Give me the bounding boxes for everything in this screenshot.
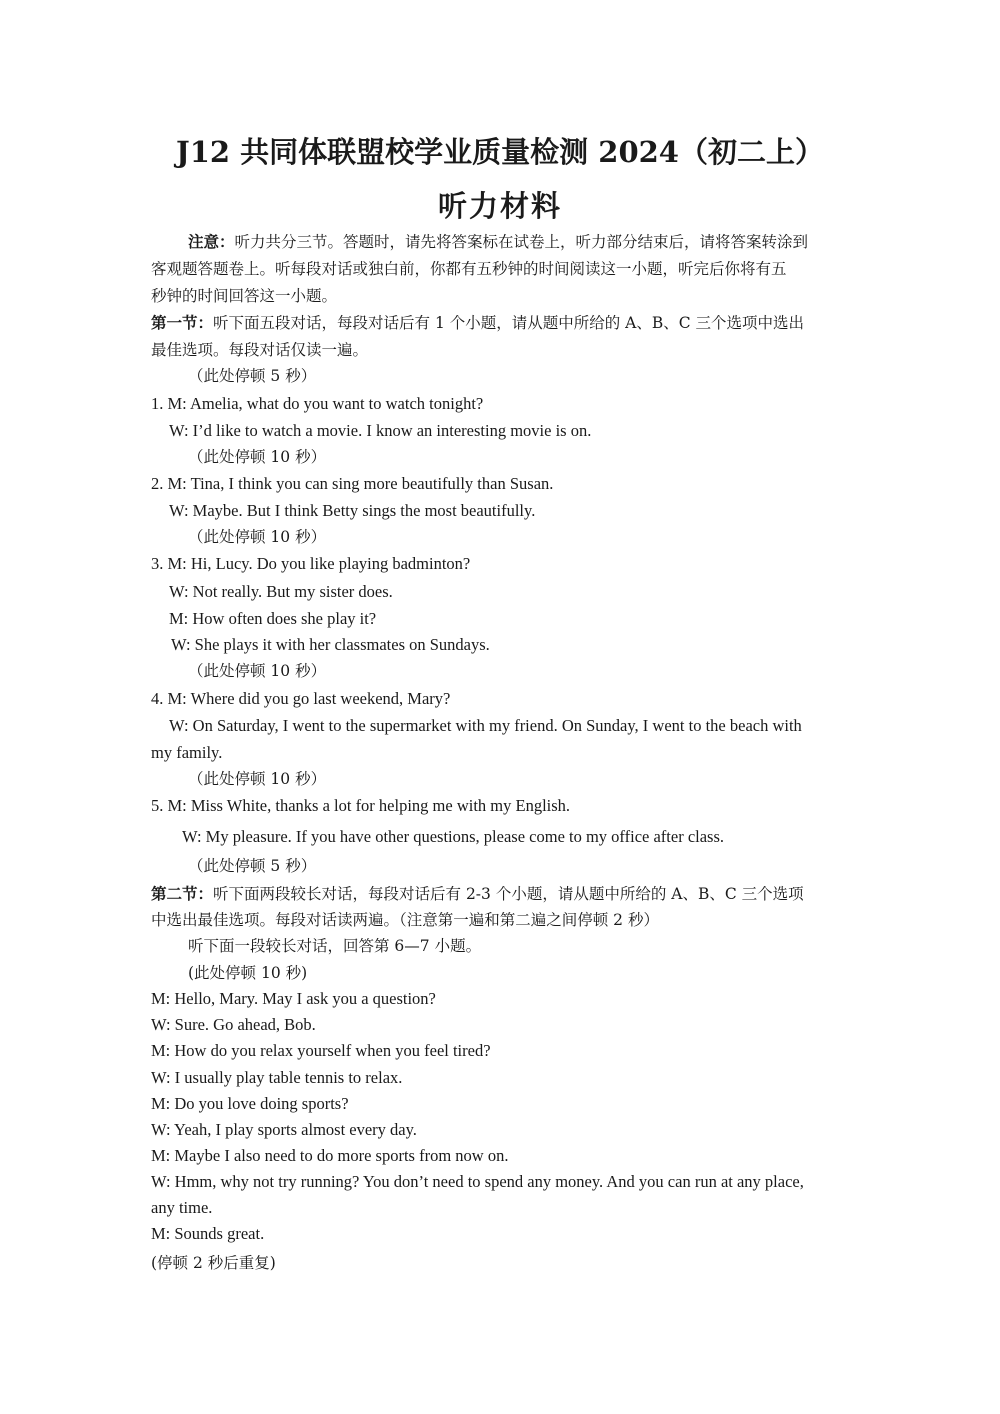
section2-text-1: 听下面两段较长对话，每段对话后有 2-3 个小题，请从题中所给的 A、B、C 三个选项 <box>213 885 804 903</box>
long-dialog-line-7: M: Maybe I also need to do more sports from now on. <box>151 1146 509 1165</box>
q1-woman-line: W: I’d like to watch a movie. I know an interesting movie is on. <box>169 421 592 440</box>
q2-pause: （此处停顿 10 秒） <box>188 528 327 546</box>
q4-man-line: 4. M: Where did you go last weekend, Mary? <box>151 689 451 708</box>
q1-man-line: 1. M: Amelia, what do you want to watch tonight? <box>151 394 484 413</box>
q1-pause: （此处停顿 10 秒） <box>188 448 327 466</box>
long-dialog-line-2: W: Sure. Go ahead, Bob. <box>151 1015 316 1034</box>
section1-label: 第一节： <box>151 313 214 332</box>
q4-pause: （此处停顿 10 秒） <box>188 770 327 788</box>
long-dialog-line-8: W: Hmm, why not try running? You don’t need to spend any money. And you can run at any place, <box>151 1172 804 1191</box>
long-dialog-line-4: W: I usually play table tennis to relax. <box>151 1068 403 1087</box>
section2-line-2: 中选出最佳选项。每段对话读两遍。（注意第一遍和第二遍之间停顿 2 秒） <box>151 911 659 929</box>
q3-pause: （此处停顿 10 秒） <box>188 662 327 680</box>
q3-woman-line-2: W: She plays it with her classmates on Sundays. <box>171 635 490 654</box>
notice-label: 注意： <box>188 232 235 251</box>
repeat-note: (停顿 2 秒后重复) <box>151 1254 276 1272</box>
section2-pause: (此处停顿 10 秒) <box>188 964 308 982</box>
q3-man-line-1: 3. M: Hi, Lucy. Do you like playing badminton? <box>151 554 471 573</box>
notice-line-1 <box>188 232 808 252</box>
q5-woman-line: W: My pleasure. If you have other questions, please come to my office after class. <box>182 827 725 846</box>
document-title: J12 共同体联盟校学业质量检测 2024（初二上） <box>176 135 824 169</box>
section1-line-1 <box>151 313 804 333</box>
section2-intro: 听下面一段较长对话，回答第 6—7 小题。 <box>188 937 482 955</box>
section1-text-1: 听下面五段对话，每段对话后有 1 个小题，请从题中所给的 A、B、C 三个选项中选出 <box>213 314 805 332</box>
q4-woman-line-1: W: On Saturday, I went to the supermarket with my friend. On Sunday, I went to the beach with <box>169 716 802 735</box>
notice-line-3: 秒钟的时间回答这一小题。 <box>151 287 338 305</box>
q2-man-line: 2. M: Tina, I think you can sing more beautifully than Susan. <box>151 474 554 493</box>
q4-woman-line-2: my family. <box>151 743 223 762</box>
long-dialog-line-10: M: Sounds great. <box>151 1224 265 1243</box>
q5-man-line: 5. M: Miss White, thanks a lot for helping me with my English. <box>151 796 571 815</box>
long-dialog-line-1: M: Hello, Mary. May I ask you a question? <box>151 989 436 1008</box>
section1-pause: （此处停顿 5 秒） <box>188 367 317 385</box>
section2-label: 第二节： <box>151 884 214 903</box>
section2-line-1 <box>151 884 804 904</box>
document-subtitle: 听力材料 <box>437 189 562 223</box>
notice-line-2: 客观题答题卷上。听每段对话或独白前，你都有五秒钟的时间阅读这一小题，听完后你将有五 <box>151 260 787 278</box>
q3-man-line-2: M: How often does she play it? <box>169 609 377 628</box>
section1-line-2: 最佳选项。每段对话仅读一遍。 <box>151 341 369 359</box>
long-dialog-line-6: W: Yeah, I play sports almost every day. <box>151 1120 417 1139</box>
long-dialog-line-9: any time. <box>151 1198 213 1217</box>
q2-woman-line: W: Maybe. But I think Betty sings the most beautifully. <box>169 501 536 520</box>
q3-woman-line-1: W: Not really. But my sister does. <box>169 582 393 601</box>
long-dialog-line-5: M: Do you love doing sports? <box>151 1094 349 1113</box>
notice-text-1: 听力共分三节。答题时，请先将答案标在试卷上，听力部分结束后，请将答案转涂到 <box>234 233 809 251</box>
long-dialog-line-3: M: How do you relax yourself when you feel tired? <box>151 1041 491 1060</box>
q5-pause: （此处停顿 5 秒） <box>188 857 317 875</box>
